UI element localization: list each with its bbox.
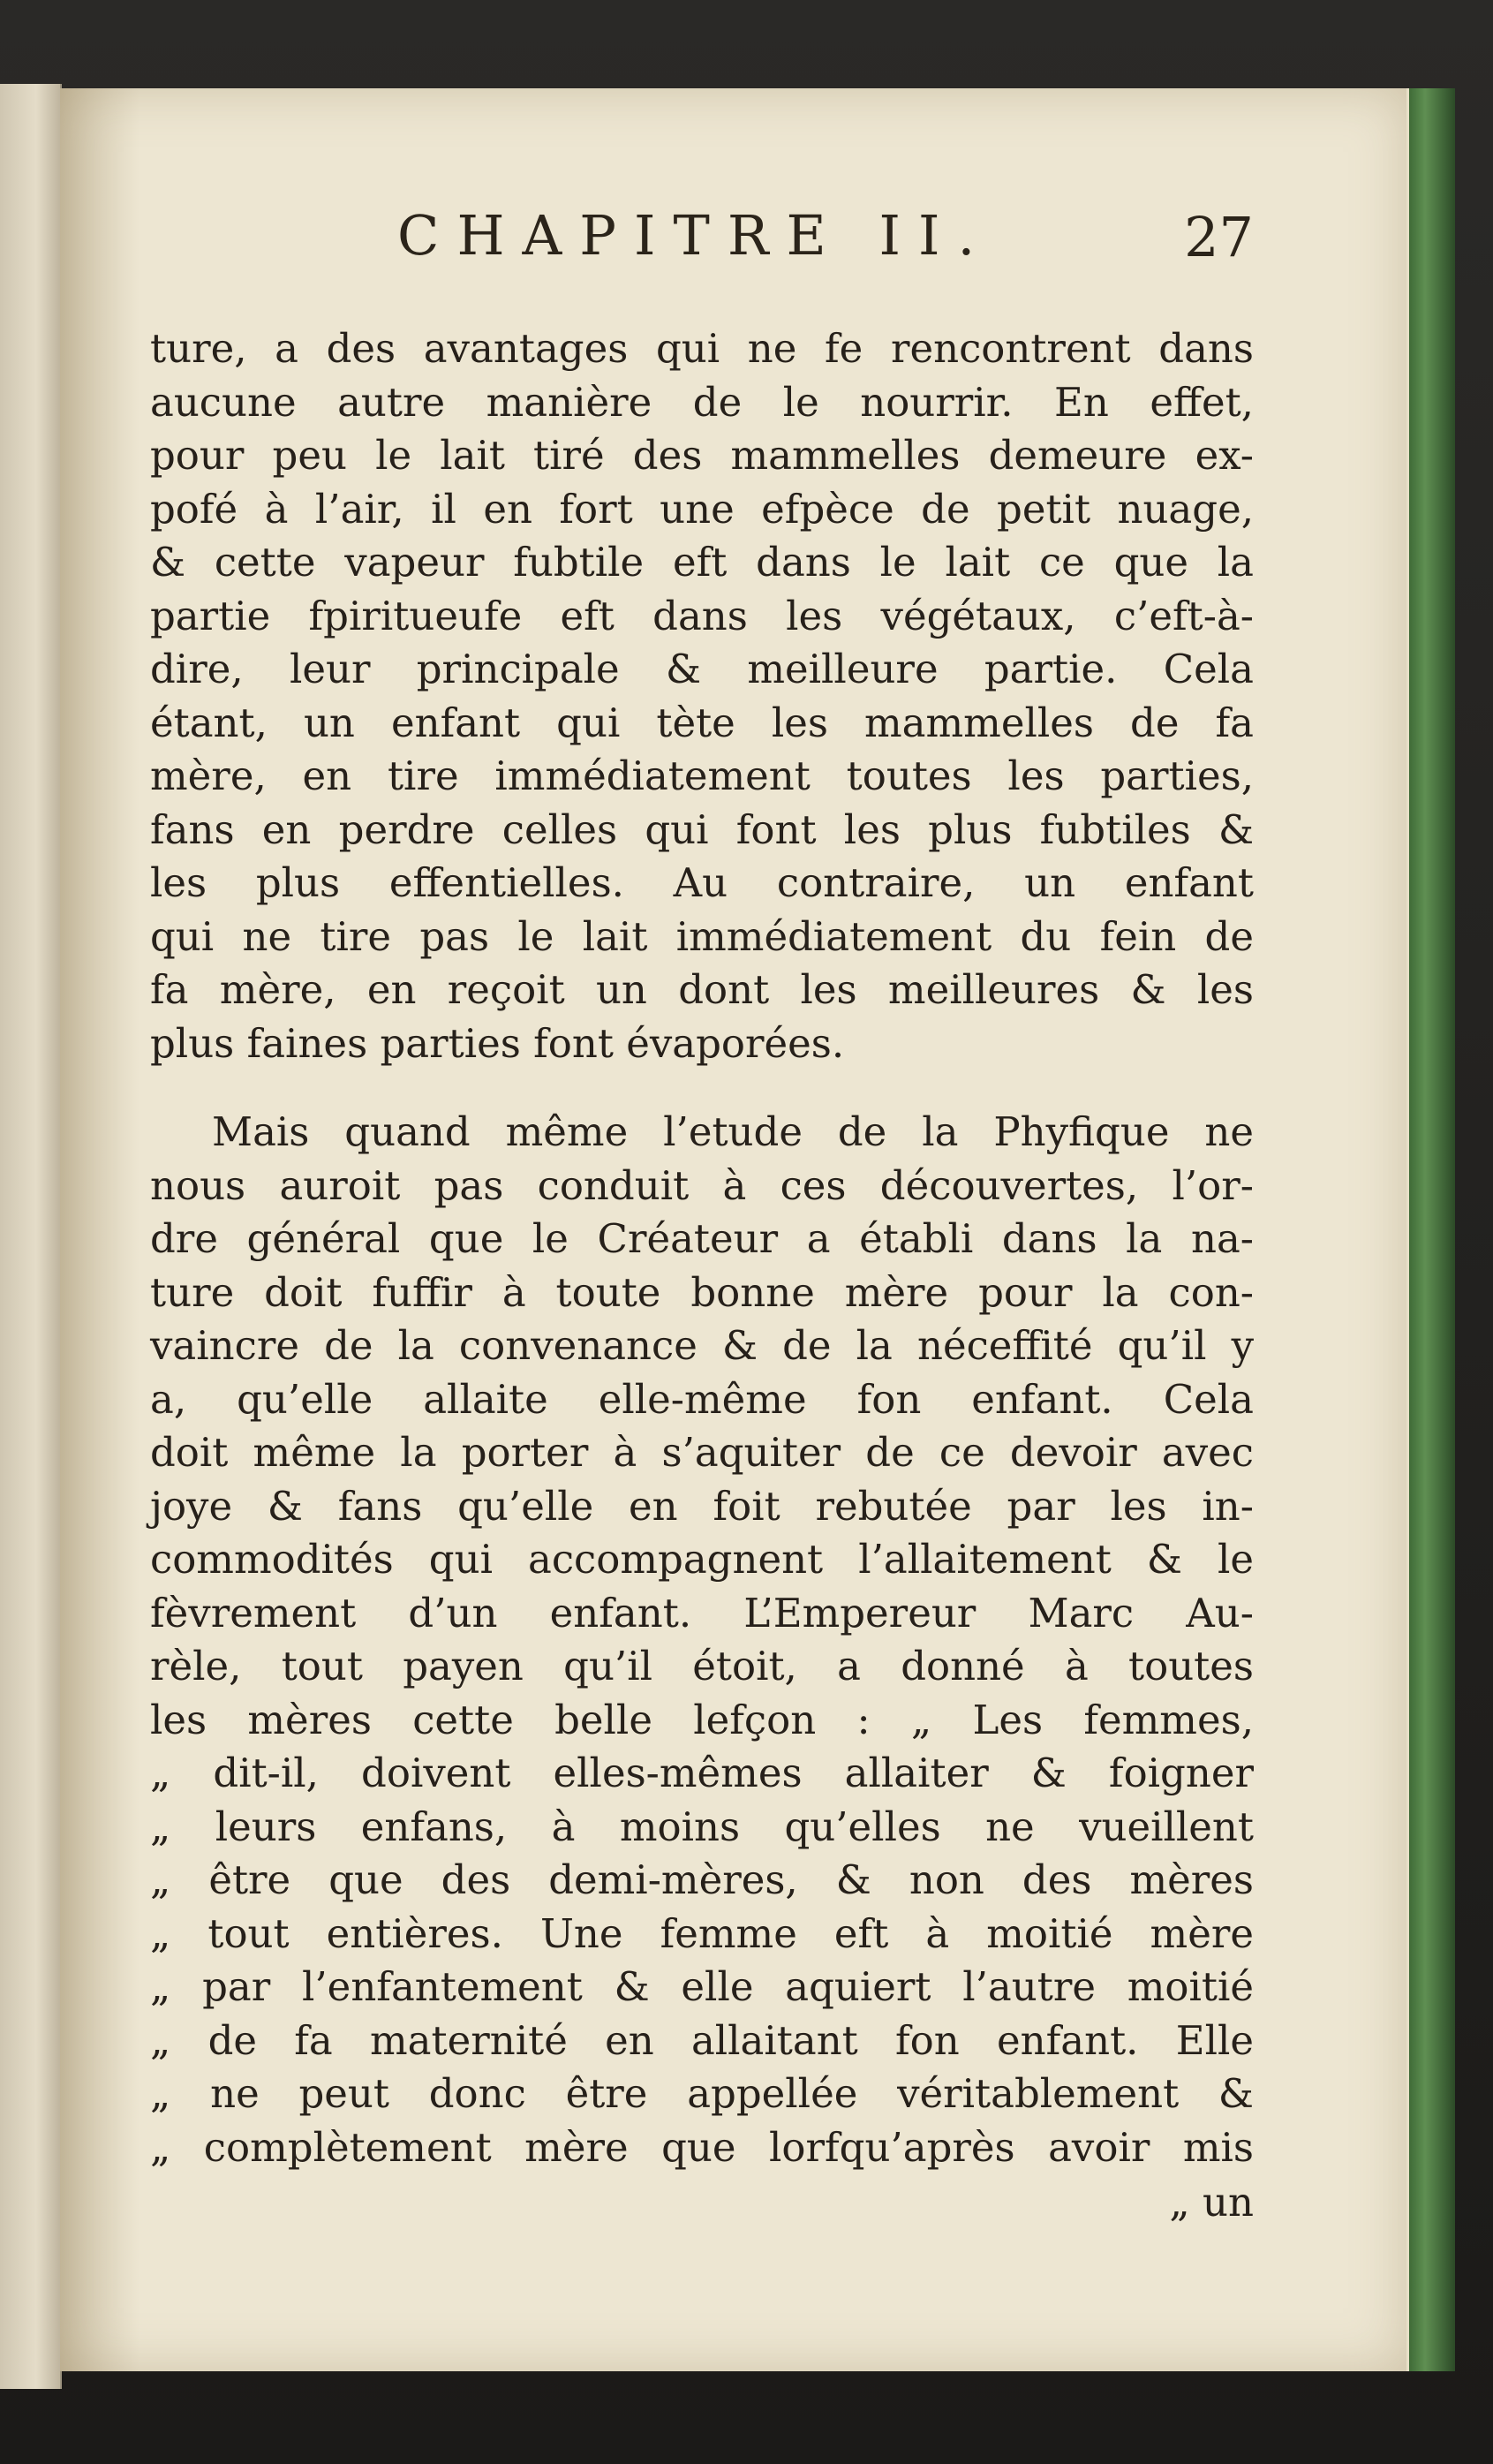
text-line: partie fpiritueufe eft dans les végétaux, c’eft-à- <box>150 592 1254 639</box>
text-line: „ par l’enfantement & elle aquiert l’autre moitié <box>150 1963 1254 2010</box>
text-line: aucune autre manière de le nourrir. En effet, <box>150 378 1254 426</box>
text-line: étant, un enfant qui tète les mammelles de fa <box>150 699 1254 746</box>
text-line: dire, leur principale & meilleure partie. Cela <box>150 646 1254 692</box>
text-line: les plus effentielles. Au contraire, un enfant <box>150 859 1254 906</box>
text-line: mère, en tire immédiatement toutes les parties, <box>150 752 1254 799</box>
text-line: a, qu’elle allaite elle-même fon enfant. Cela <box>150 1375 1254 1423</box>
page-header <box>247 203 1254 283</box>
text-line: rèle, tout payen qu’il étoit, a donné à toutes <box>150 1643 1254 1689</box>
text-line: nous auroit pas conduit à ces découvertes, l’or- <box>150 1161 1254 1209</box>
running-title: CHAPITRE II. <box>397 203 993 268</box>
text-line: pofé à l’air, il en fort une efpèce de petit nuage, <box>150 485 1254 533</box>
text-line: commodités qui accompagnent l’allaitement & le <box>150 1536 1254 1583</box>
text-line: plus faines parties font évaporées. <box>150 1019 845 1067</box>
text-line: „ complètement mère que lorfqu’après avoir mis <box>150 2123 1254 2171</box>
text-line: fans en perdre celles qui font les plus fubtiles & <box>150 805 1254 853</box>
text-line: fèvrement d’un enfant. L’Empereur Marc Au- <box>150 1589 1254 1636</box>
text-line: ture, a des avantages qui ne fe rencontrent dans <box>150 325 1254 372</box>
text-line: „ de fa maternité en allaitant fon enfant. Elle <box>150 2016 1254 2064</box>
body-text <box>150 322 1254 2229</box>
text-line: joye & fans qu’elle en foit rebutée par les in- <box>150 1482 1254 1530</box>
text-line: pour peu le lait tiré des mammelles demeure ex- <box>150 432 1254 479</box>
paragraph-1 <box>150 322 1254 1070</box>
text-line: „ être que des demi-mères, & non des mères <box>150 1856 1254 1903</box>
text-line: „ dit-il, doivent elles-mêmes allaiter & foigner <box>150 1750 1254 1796</box>
paragraph-2 <box>150 1106 1254 2174</box>
book-cover-edge <box>1406 88 1455 2371</box>
text-line: „ ne peut donc être appellée véritablement & <box>150 2070 1254 2117</box>
text-line: dre général que le Créateur a établi dans la na- <box>150 1215 1254 1262</box>
text-line: doit même la porter à s’aquiter de ce devoir avec <box>150 1429 1254 1476</box>
text-line: fa mère, en reçoit un dont les meilleures & les <box>150 966 1254 1013</box>
gutter-shadow <box>60 88 139 2371</box>
text-line: „ leurs enfans, à moins qu’elles ne vueillent <box>150 1803 1254 1850</box>
page-number: 27 <box>1184 205 1254 269</box>
text-line: & cette vapeur fubtile eft dans le lait ce que la <box>150 539 1254 586</box>
left-page-edge <box>0 84 62 2389</box>
text-line: „ tout entières. Une femme eft à moitié mère <box>150 1909 1254 1957</box>
text-line: qui ne tire pas le lait immédiatement du fein de <box>150 912 1254 960</box>
catchword: „ un <box>1169 2179 1254 2226</box>
text-line: vaincre de la convenance & de la néceffité qu’il y <box>150 1322 1254 1369</box>
text-line: Mais quand même l’etude de la Phyfique ne <box>212 1108 1254 1155</box>
text-line: ture doit fuffir à toute bonne mère pour la con- <box>150 1268 1254 1316</box>
text-line: les mères cette belle lefçon : „ Les femmes, <box>150 1696 1254 1743</box>
paragraph-gap <box>150 1070 1254 1106</box>
